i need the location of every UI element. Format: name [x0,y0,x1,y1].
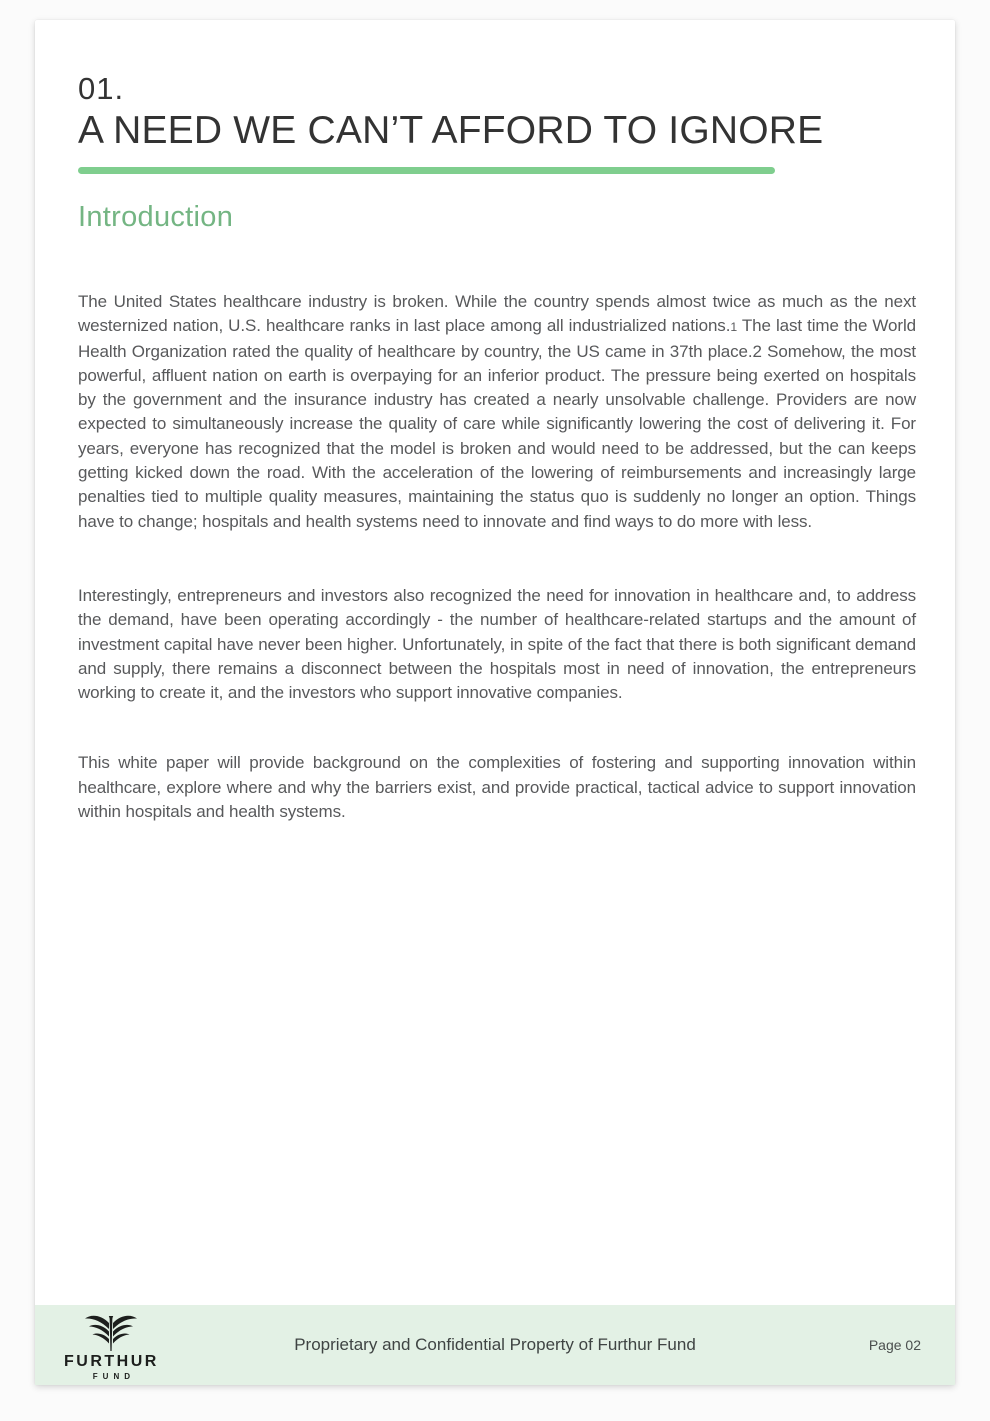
page-title: A NEED WE CAN’T AFFORD TO IGNORE [78,109,824,153]
section-number: 01. [78,71,125,106]
document-page [35,20,955,1385]
paragraph-1 [78,290,916,534]
page-number: Page 02 [868,1337,921,1353]
paragraph-1-text: The United States healthcare industry is broken. While the country spends almost twice as much as the next westernized nation, U.S. healthcare ranks in last place among all industrialized nations. [78,291,916,336]
logo-sub-wordmark: FUND [92,1371,136,1381]
title-underline-rule [78,167,775,174]
confidentiality-notice: Proprietary and Confidential Property of Furthur Fund [294,1335,696,1354]
footnote-marker-1: 1 [730,320,738,335]
furthur-fund-logo-icon [82,1310,140,1352]
page-content [35,20,955,824]
paragraph-1-text-continued: The last time the World Health Organization rated the quality of healthcare by country, the US came in 37th place.2 Somehow, the most powerful, affluent nation on earth is overpaying for an inferior product. The pressure being exerted on hospitals by the government and the insurance industry has created a nearly unsolvable challenge. Providers are now expected to simultaneously increase the quality of care while significantly lowering the cost of delivering it. For years, everyone has recognized that the model is broken and would need to be addressed, but the can keeps getting kicked down the road. With the acceleration of the lowering of reimbursements and increasingly large penalties tied to multiple quality measures, maintaining the status quo is suddenly no longer an option. Things have to change; hospitals and health systems need to innovate and find ways to do more with less. [78,316,916,531]
page-footer [35,1305,955,1385]
logo-wordmark: FURTHUR [64,1352,159,1370]
paragraph-2: Interestingly, entrepreneurs and investors also recognized the need for innovation in healthcare and, to address the demand, have been operating accordingly - the number of healthcare-related startups and the amount of investment capital have never been higher. Unfortunately, in spite of the fact that there is both significant demand and supply, there remains a disconnect between the hospitals most in need of innovation, the entrepreneurs working to create it, and the investors who support innovative companies. [78,585,916,703]
intro-heading: Introduction [78,200,234,233]
paragraph-3: This white paper will provide background on the complexities of fostering and supporting innovation within healthcare, explore where and why the barriers exist, and provide practical, tactical advice to support innovation within hospitals and health systems. [78,753,916,821]
furthur-fund-logo [64,1310,159,1381]
